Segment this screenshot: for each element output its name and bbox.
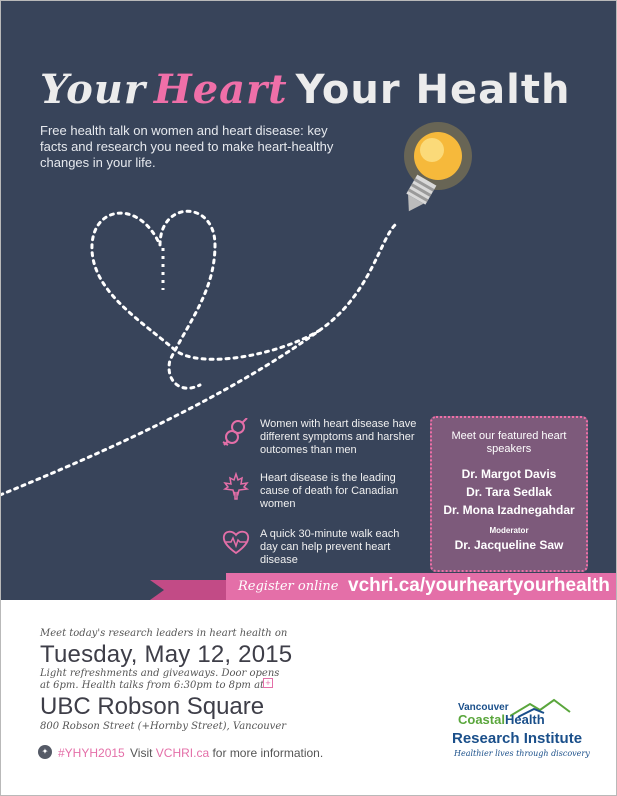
- speaker-name: Dr. Tara Sedlak: [466, 485, 552, 499]
- speaker-name: Dr. Mona Izadnegahdar: [443, 503, 575, 517]
- visit-link[interactable]: VCHRI.ca: [155, 746, 210, 760]
- event-venue: UBC Robson Square: [40, 693, 265, 720]
- plus-icon: +: [263, 678, 273, 688]
- speakers-box: [430, 416, 588, 572]
- logo-line1: Vancouver: [458, 702, 509, 713]
- visit-text: [130, 746, 323, 760]
- event-details: Light refreshments and giveaways. Door opens at 6pm. Health talks from 6:30pm to 8pm at: [40, 668, 280, 691]
- twitter-icon: ✦: [38, 745, 52, 759]
- register-url-link[interactable]: vchri.ca/yourheartyourhealth: [348, 575, 610, 596]
- speaker-name: Dr. Margot Davis: [461, 467, 557, 481]
- vch-research-institute-logo: [452, 698, 592, 768]
- logo-line3: Research Institute: [452, 730, 583, 747]
- register-ribbon[interactable]: [226, 573, 617, 600]
- register-label: Register online: [238, 579, 339, 594]
- intro-text: Free health talk on women and heart disease: key facts and research you need to make heart-healthy changes in your life.: [40, 123, 334, 170]
- event-date: Tuesday, May 12, 2015: [40, 641, 293, 668]
- visit-pre: Visit: [130, 746, 153, 760]
- logo-line2: CoastalHealth: [458, 712, 545, 727]
- fact-3-text: A quick 30-minute walk each day can help prevent heart disease: [260, 528, 400, 566]
- ribbon-tail: [150, 580, 230, 600]
- logo-tagline: Healthier lives through discovery: [454, 749, 590, 758]
- moderator-name: Dr. Jacqueline Saw: [454, 538, 564, 552]
- gender-icon: [222, 418, 250, 446]
- moderator-label: Moderator: [489, 526, 529, 535]
- title-word-your-health: Your Health: [295, 67, 571, 113]
- speakers-heading: Meet our featured heart speakers: [451, 430, 567, 455]
- event-address: 800 Robson Street (+Hornby Street), Vancouver: [40, 721, 287, 732]
- fact-2-text: Heart disease is the leading cause of death for Canadian women: [260, 472, 399, 510]
- heartbeat-icon: [222, 528, 250, 556]
- title-word-your: Your: [40, 66, 146, 113]
- hashtag[interactable]: #YHYH2015: [58, 746, 125, 760]
- title-word-heart: Heart: [153, 66, 288, 113]
- maple-leaf-icon: [222, 472, 250, 500]
- fact-1-text: Women with heart disease have different symptoms and harsher outcomes than men: [260, 418, 417, 456]
- visit-post: for more information.: [209, 746, 324, 760]
- event-intro: Meet today's research leaders in heart health on: [40, 628, 288, 639]
